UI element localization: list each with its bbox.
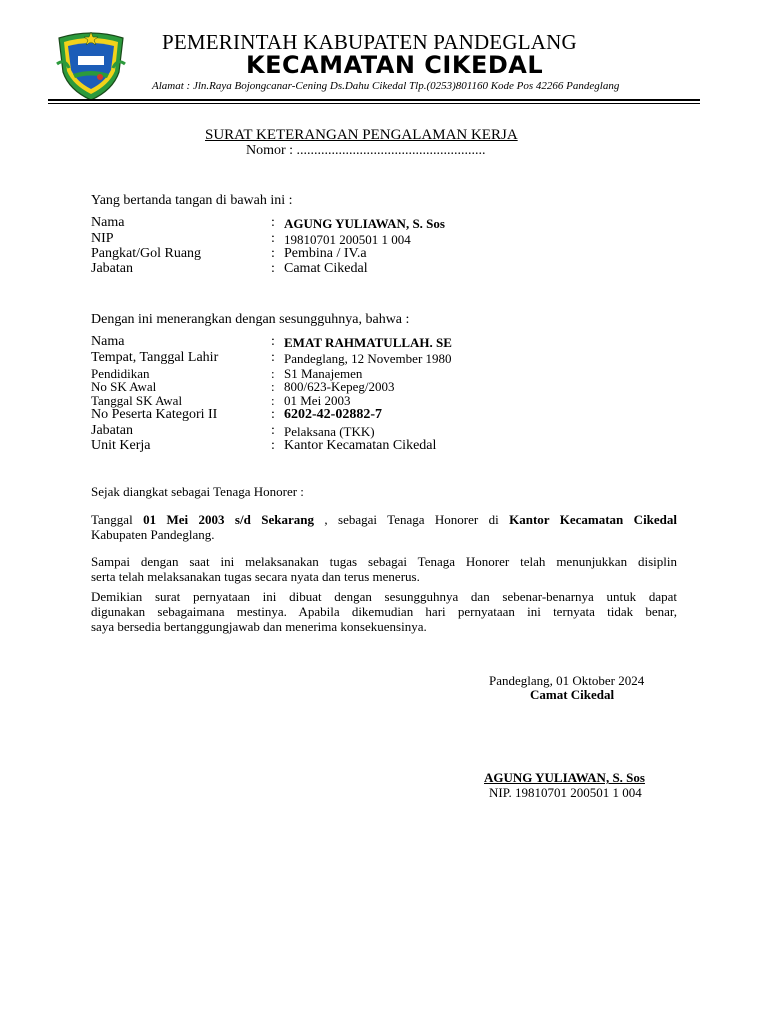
subject-colon: :	[271, 366, 275, 381]
subject-label-jabatan: Jabatan	[91, 423, 133, 438]
subject-label-ttl: Tempat, Tanggal Lahir	[91, 350, 219, 365]
subject-value-pendidikan: S1 Manajemen	[284, 366, 363, 381]
signer-value-pangkat: Pembina / IV.a	[284, 246, 367, 261]
subject-label-pendidikan: Pendidikan	[91, 366, 150, 381]
tanggal-middle: , sebagai Tenaga Honorer di	[324, 512, 499, 527]
signer-label-jabatan: Jabatan	[91, 261, 133, 276]
signer-colon: :	[271, 261, 275, 276]
subject-colon: :	[271, 379, 275, 394]
signer-colon: :	[271, 215, 275, 230]
subject-value-ttl: Pandeglang, 12 November 1980	[284, 351, 452, 366]
signer-label-pangkat: Pangkat/Gol Ruang	[91, 246, 202, 261]
subject-value-nama: EMAT RAHMATULLAH. SE	[284, 335, 452, 350]
header-government-name: PEMERINTAH KABUPATEN PANDEGLANG	[162, 30, 577, 54]
subject-value-sk-awal: 800/623-Kepeg/2003	[284, 379, 395, 394]
subject-value-jabatan: Pelaksana (TKK)	[284, 424, 375, 439]
signature-name: AGUNG YULIAWAN, S. Sos	[484, 770, 645, 785]
para2-line1: Demikian surat pernyataan ini dibuat dengan sesungguhnya dan sebenar-benarnya untuk dapat	[91, 589, 677, 604]
signer-colon: :	[271, 231, 275, 246]
signature-place-date: Pandeglang, 01 Oktober 2024	[489, 673, 645, 688]
kabupaten-emblem-logo	[53, 28, 129, 102]
subject-value-peserta: 6202-42-02882-7	[284, 407, 382, 422]
signature-position: Camat Cikedal	[530, 687, 615, 702]
document-number: Nomor : ......................................................	[246, 143, 486, 158]
header-district-name: KECAMATAN CIKEDAL	[246, 51, 544, 79]
para2-line2: digunakan sebagaimana mestinya. Apabila dikemudian hari pernyataan ini ternyata tidak benar,	[91, 604, 677, 619]
subject-value-tanggal-sk: 01 Mei 2003	[284, 393, 351, 408]
signer-colon: :	[271, 246, 275, 261]
subject-label-unit: Unit Kerja	[91, 438, 151, 453]
subject-colon: :	[271, 334, 275, 349]
subject-colon: :	[271, 407, 275, 422]
tanggal-line2: Kabupaten Pandeglang.	[91, 527, 215, 542]
subject-label-nama: Nama	[91, 334, 125, 349]
signer-value-nip: 19810701 200501 1 004	[284, 232, 411, 247]
intro-text: Yang bertanda tangan di bawah ini :	[91, 193, 293, 208]
header-divider-thin	[48, 103, 700, 104]
para1-line1: Sampai dengan saat ini melaksanakan tugas sebagai Tenaga Honorer telah menunjukkan disiplin	[91, 554, 677, 569]
subject-label-peserta: No Peserta Kategori II	[91, 407, 218, 422]
subject-colon: :	[271, 350, 275, 365]
subject-value-unit: Kantor Kecamatan Cikedal	[284, 438, 437, 453]
tanggal-office: Kantor Kecamatan Cikedal	[509, 512, 678, 527]
tanggal-period: 01 Mei 2003 s/d Sekarang	[143, 512, 314, 527]
signer-value-nama: AGUNG YULIAWAN, S. Sos	[284, 216, 445, 231]
subject-label-sk-awal: No SK Awal	[91, 379, 157, 394]
subject-colon: :	[271, 393, 275, 408]
signer-value-jabatan: Camat Cikedal	[284, 261, 368, 276]
header-divider-thick	[48, 99, 700, 101]
para1-line2: serta telah melaksanakan tugas secara nyata dan terus menerus.	[91, 569, 420, 584]
since-text: Sejak diangkat sebagai Tenaga Honorer :	[91, 484, 304, 499]
tanggal-prefix: Tanggal	[91, 512, 133, 527]
signer-label-nip: NIP	[91, 231, 114, 246]
subject-colon: :	[271, 438, 275, 453]
signature-nip: NIP. 19810701 200501 1 004	[489, 785, 642, 800]
para2-line3: saya bersedia bertanggungjawab dan menerima konsekuensinya.	[91, 619, 427, 634]
subject-label-tanggal-sk: Tanggal SK Awal	[91, 393, 183, 408]
document-title: SURAT KETERANGAN PENGALAMAN KERJA	[205, 127, 518, 143]
statement-text: Dengan ini menerangkan dengan sesungguhnya, bahwa :	[91, 312, 410, 327]
header-address: Alamat : Jln.Raya Bojongcanar-Cening Ds.Dahu Cikedal Tlp.(0253)801160 Kode Pos 42266 Pandeglang	[152, 80, 620, 92]
subject-colon: :	[271, 423, 275, 438]
signer-label-nama: Nama	[91, 215, 125, 230]
